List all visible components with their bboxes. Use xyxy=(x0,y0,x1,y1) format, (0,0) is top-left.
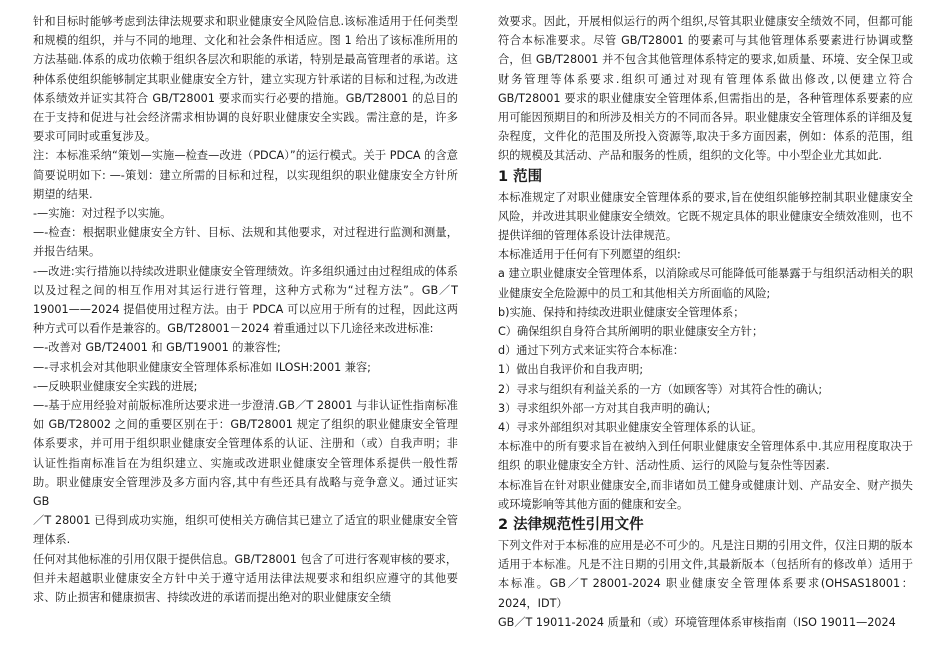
body-paragraph: 下列文件对于本标准的应用是必不可少的。凡是注日期的引用文件，仅注日期的版本适用于本标准。凡是不注日期的引用文件,其最新版本（包括所有的修改单）适用于本标准。GB／T 28001-2024 职业健康安全管理体系要求(OHSAS18001：2024，IDT） xyxy=(498,539,913,610)
body-paragraph: 针和目标时能够考虑到法律法规要求和职业健康安全风险信息.该标准适用于任何类型和规模的组织，并与不同的地理、文化和社会条件相适应。图 1 给出了该标准所用的方法基础.体系的成功依赖于组织各层次和职能的承诺，特别是最高管理者的承诺。这种体系使组织能够制定其职业健康安全方针，建立实现方针承诺的目标和过程,为改进体系绩效并证实其符合 GB/T28001 要求而实行必要的措施。GB/T28001 的总目的在于支持和促进与社会经济需求相协调的良好职业健康安全实践。需注意的是，许多要求可同时或重复涉及。 xyxy=(33,15,458,144)
list-item: d）通过下列方式来证实符合本标准： xyxy=(498,344,685,358)
body-paragraph: 但并未超越职业健康安全方针中关于遵守适用法律法规要求和组织应遵守的其他要求、防止损害和健康损害、持续改进的承诺而提出绝对的职业健康安全绩 xyxy=(33,571,458,605)
body-paragraph: ／T 28001 已得到成功实施，组织可使相关方确信其已建立了适宜的职业健康安全管理体系. xyxy=(33,514,458,547)
body-paragraph: —-基于应用经验对前版标准所达要求进一步澄清.GB／T 28001 与非认证性指南标准如 GB/T28002 之间的重要区别在于：GB/T28001 规定了组织的职业健康安全管理体系要求，并可用于组织职业健康安全管理体系的认证、注册和（或）自我声明；非认证性指南标准旨在为组织建立、实施或改进职业健康安全管理体系提供一般性帮助。职业健康安全管理涉及多方面内容,其中有些还具有战略与竞争意义。通过证实 GB xyxy=(33,399,458,509)
section-heading-scope: 1 范围 xyxy=(498,168,543,185)
body-paragraph: 本标准规定了对职业健康安全管理体系的要求,旨在使组织能够控制其职业健康安全风险，并改进其职业健康安全绩效。它既不规定具体的职业健康安全绩效准则，也不提供详细的管理体系设计法律规范。 xyxy=(498,190,913,243)
body-paragraph: GB／T 19011-2024 质量和（或）环境管理体系审核指南（ISO 19011—2024 xyxy=(498,615,896,629)
body-paragraph: —-寻求机会对其他职业健康安全管理体系标准如 ILOSH:2001 兼容; xyxy=(33,360,371,374)
list-item: 2）寻求与组织有利益关系的一方（如顾客等）对其符合性的确认; xyxy=(498,382,823,396)
section-heading-normative-references: 2 法律规范性引用文件 xyxy=(498,517,644,534)
body-paragraph: -—实施：对过程予以实施。 xyxy=(33,207,172,221)
left-column xyxy=(33,12,458,607)
body-paragraph: 本标准旨在针对职业健康安全,而非诸如员工健身或健康计划、产品安全、财产损失或环境影响等其他方面的健康和安全。 xyxy=(498,478,913,511)
body-paragraph: —-改善对 GB/T24001 和 GB/T19001 的兼容性; xyxy=(33,341,281,355)
list-item: C）确保组织自身符合其所阐明的职业健康安全方针； xyxy=(498,325,764,339)
body-paragraph: -—反映职业健康安全实践的进展; xyxy=(33,379,198,393)
body-paragraph: 本标准中的所有要求旨在被纳入到任何职业健康安全管理体系中.其应用程度取决于组织 的职业健康安全方针、活动性质、运行的风险与复杂性等因素. xyxy=(498,440,913,473)
body-paragraph: 本标准适用于任何有下列愿望的组织: xyxy=(498,248,681,262)
list-item: 3）寻求组织外部一方对其自我声明的确认; xyxy=(498,401,711,415)
body-paragraph: -—改进:实行措施以持续改进职业健康安全管理绩效。许多组织通过由过程组成的体系以及过程之间的相互作用对其运行进行管理，这种方式称为“过程方法”。GB／T 19001——2024 提倡使用过程方法。由于 PDCA 可以应用于所有的过程，因此这两种方式可以看作是兼容的。GB/T28001－2024 着重通过以下几途径来改进标准: xyxy=(33,264,458,336)
body-paragraph: 效要求。因此，开展相似运行的两个组织,尽管其职业健康安全绩效不同，但都可能符合本标准要求。尽管 GB/T28001 的要素可与其他管理体系要素进行协调或整合，但 GB/T28001 并不包含其他管理体系特定的要求,如质量、环境、安全保卫或财务管理等体系要求.组织可通过对现有管理体系做出修改,以便建立符合 GB/T28001 要求的职业健康安全管理体系,但需指出的是，各种管理体系要素的应用可能因预期目的和所涉及相关方的不同而各异。职业健康安全管理体系的详细及复杂程度，文件化的范围及所投入资源等,取决于多方面因素，例如：体系的范围，组织的规模及其活动、产品和服务的性质，组织的文化等。中小型企业尤其如此. xyxy=(498,15,913,163)
body-paragraph: —-检查：根据职业健康安全方针、目标、法规和其他要求，对过程进行监测和测量，并报告结果。 xyxy=(33,226,458,259)
right-column xyxy=(498,12,913,632)
body-paragraph: 任何对其他标准的引用仅限于提供信息。GB/T28001 包含了可进行客观审核的要求， xyxy=(33,552,458,566)
list-item: a 建立职业健康安全管理体系，以消除或尽可能降低可能暴露于与组织活动相关的职业健康安全危险源中的员工和其他相关方所面临的风险; xyxy=(498,267,913,300)
list-item: b)实施、保持和持续改进职业健康安全管理体系； xyxy=(498,305,745,319)
body-paragraph: 注：本标准采纳“策划—实施—检查—改进（PDCA）”的运行模式。关于 PDCA 的含意简要说明如下: —-策划：建立所需的目标和过程，以实现组织的职业健康安全方针所期望的结果. xyxy=(33,149,458,201)
list-item: 1）做出自我评价和自我声明; xyxy=(498,363,644,377)
list-item: 4）寻求外部组织对其职业健康安全管理体系的认证。 xyxy=(498,421,763,435)
